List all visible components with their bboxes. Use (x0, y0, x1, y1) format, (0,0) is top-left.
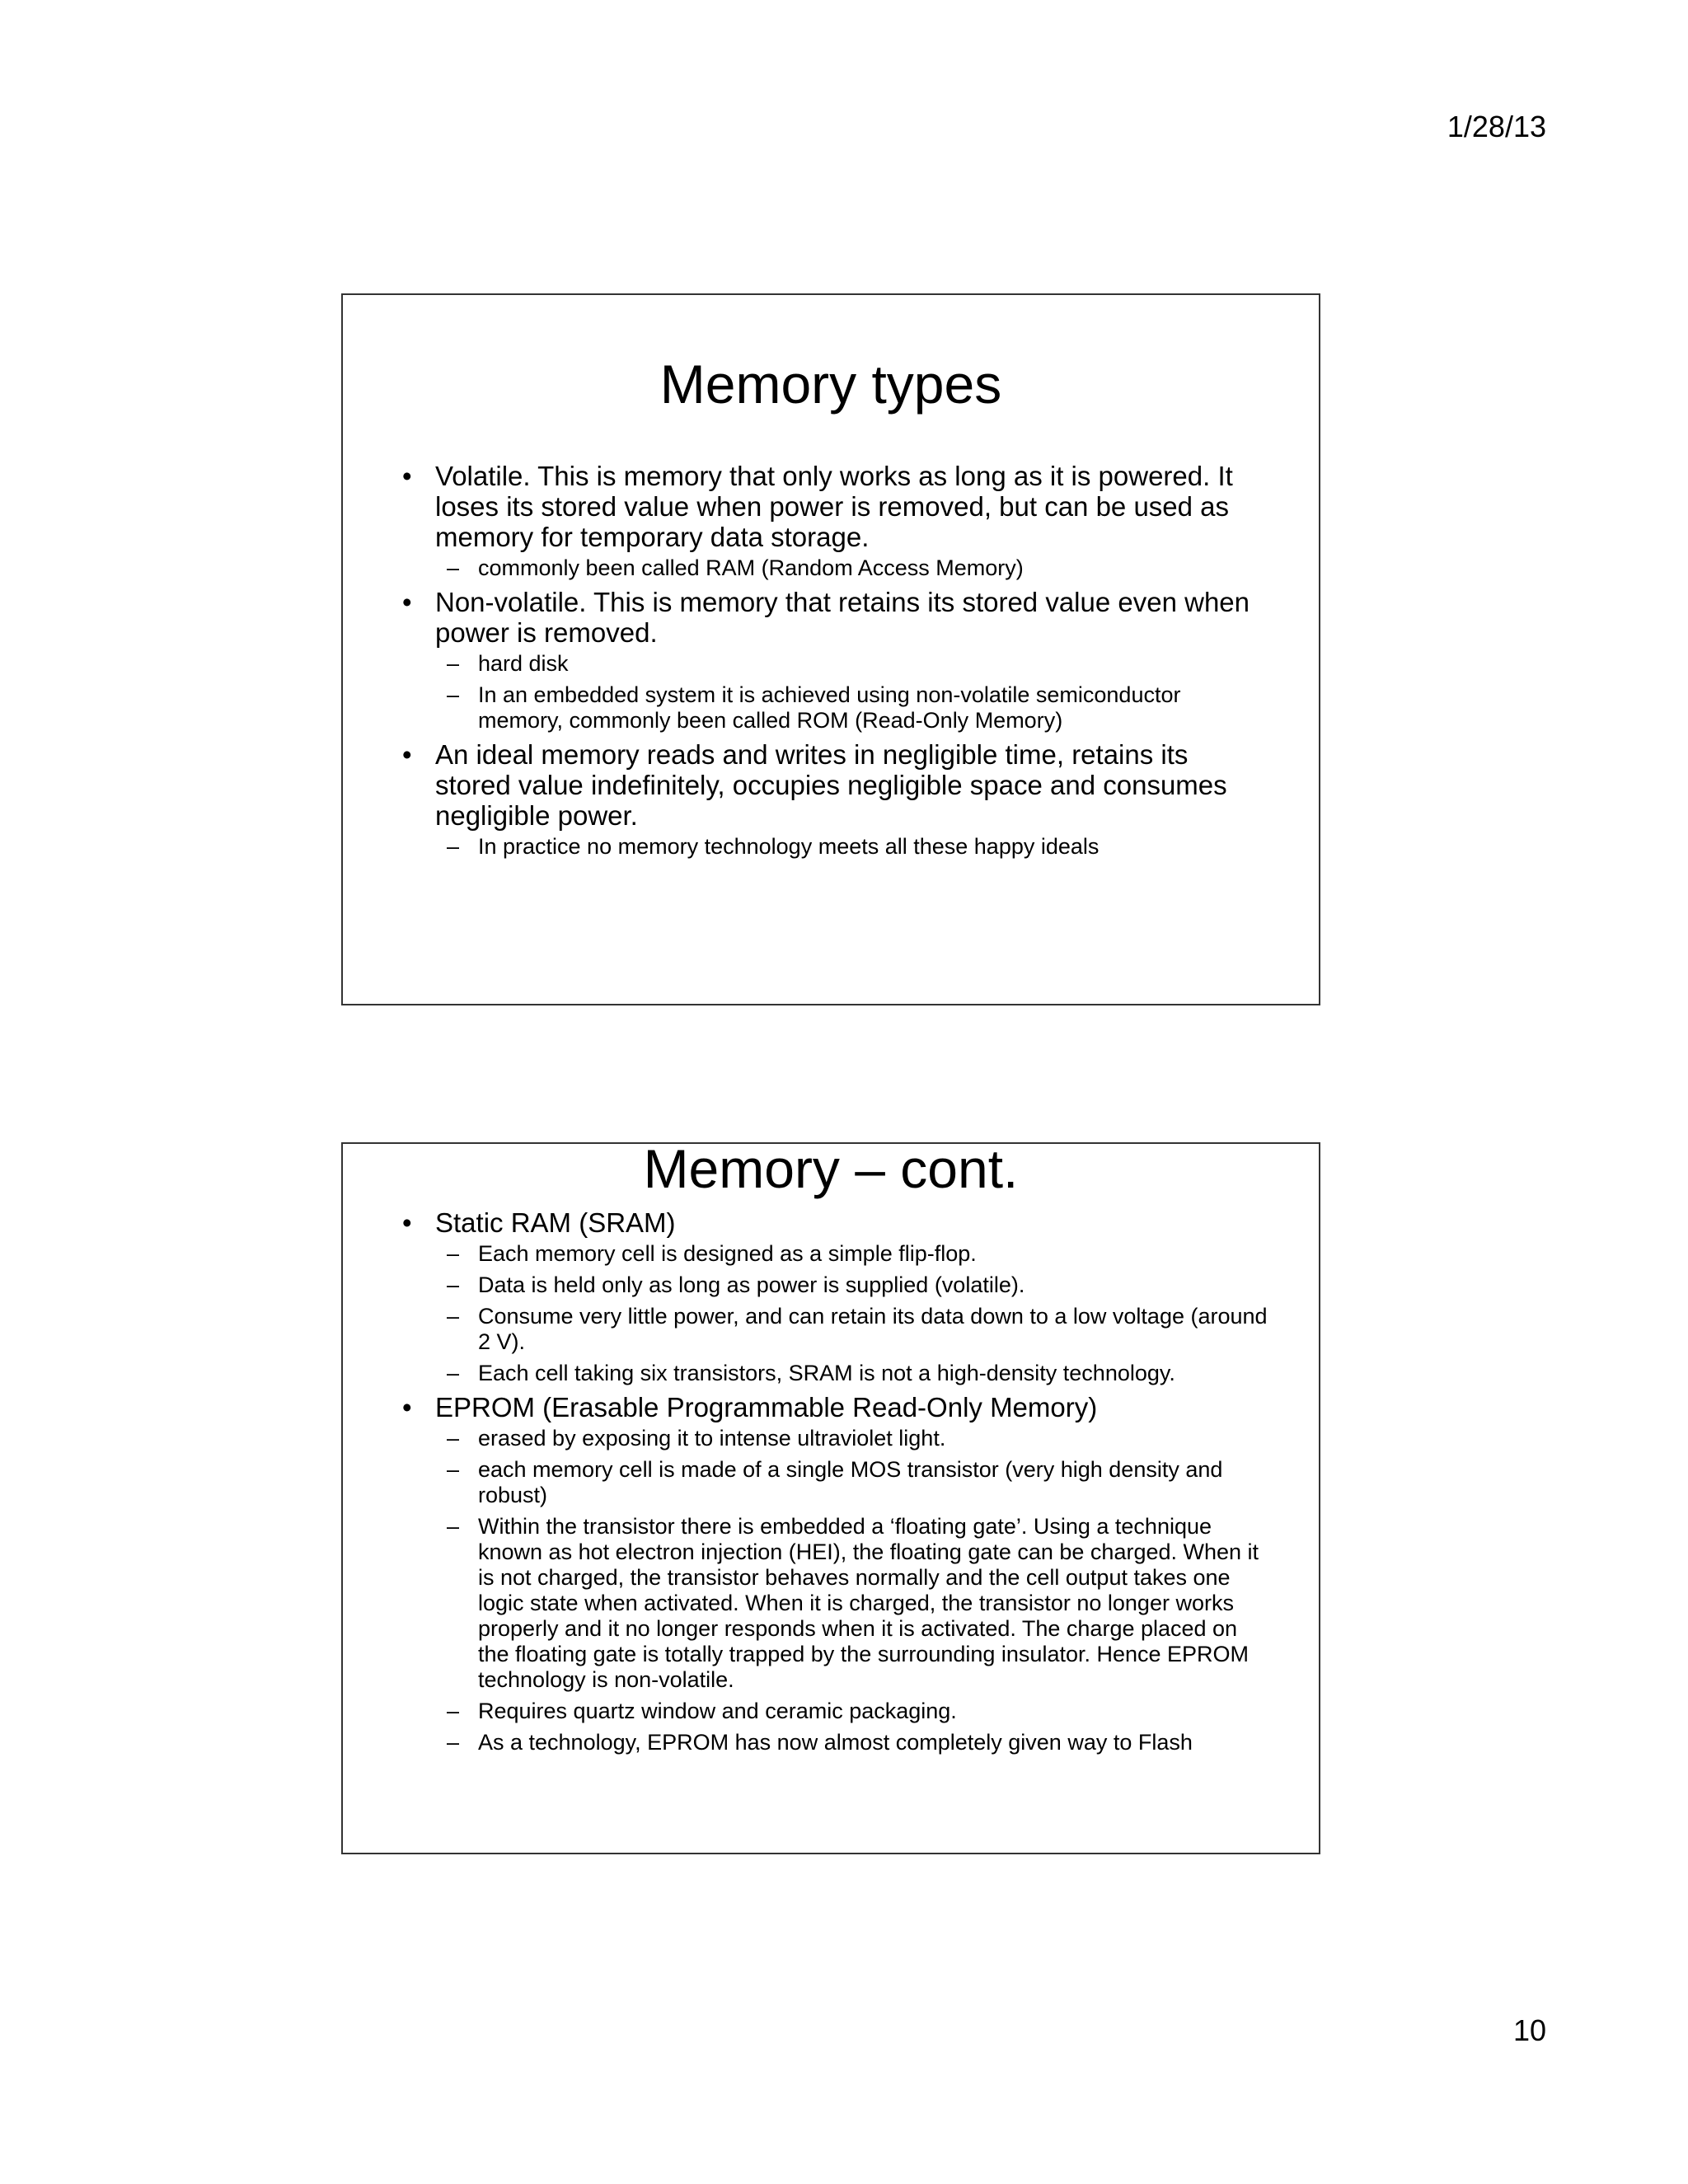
dash-icon: – (447, 1698, 460, 1723)
sub-item (447, 1729, 1269, 1755)
bullet-icon: • (402, 1207, 412, 1238)
sub-item (447, 1240, 1269, 1267)
dash-icon: – (447, 1360, 460, 1385)
dash-icon: – (447, 1272, 460, 1297)
dash-icon: – (447, 1425, 460, 1451)
sub-item (447, 555, 1269, 581)
sub-text: Within the transistor there is embedded a ‘floating gate’. Using a technique known as hot electron injection (HEI), the floating gate can be charged. When it is not charged, the transistor behaves normally and the cell output takes one logic state when activated. When it is charged, the transistor no longer works properly and it no longer responds when it is activated. The charge placed on the floating gate is totally trapped by the surrounding insulator. Hence EPROM technology is non-volatile. (478, 1513, 1259, 1692)
sub-list (435, 651, 1269, 733)
sub-text: In an embedded system it is achieved using non-volatile semiconductor memory, commonly been called ROM (Read-Only Memory) (478, 682, 1181, 733)
bullet-item (402, 1391, 1269, 1755)
bullet-list (343, 1207, 1319, 1755)
dash-icon: – (447, 1513, 460, 1539)
sub-text: each memory cell is made of a single MOS transistor (very high density and robust) (478, 1456, 1223, 1507)
dash-icon: – (447, 650, 460, 676)
sub-item (447, 1456, 1269, 1508)
sub-item (447, 1425, 1269, 1451)
sub-item (447, 1698, 1269, 1724)
bullet-text: Volatile. This is memory that only works as long as it is powered. It loses its stored value when power is removed, but can be used as memory for temporary data storage. (435, 460, 1233, 552)
sub-item (447, 650, 1269, 677)
sub-list (435, 1426, 1269, 1755)
sub-text: commonly been called RAM (Random Access Memory) (478, 555, 1024, 580)
bullet-icon: • (402, 738, 412, 770)
sub-item (447, 682, 1269, 733)
sub-text: Each cell taking six transistors, SRAM is not a high-density technology. (478, 1360, 1175, 1385)
sub-text: In practice no memory technology meets all these happy ideals (478, 833, 1100, 859)
sub-item (447, 1360, 1269, 1386)
sub-text: Data is held only as long as power is supplied (volatile). (478, 1272, 1025, 1297)
bullet-item (402, 586, 1269, 733)
bullet-icon: • (402, 1391, 412, 1422)
sub-text: hard disk (478, 650, 569, 676)
dash-icon: – (447, 1729, 460, 1755)
bullet-item (402, 460, 1269, 581)
dash-icon: – (447, 555, 460, 580)
dash-icon: – (447, 833, 460, 859)
sub-item (447, 1303, 1269, 1355)
sub-list (435, 1241, 1269, 1386)
dash-icon: – (447, 1240, 460, 1266)
sub-item (447, 1272, 1269, 1298)
sub-text: As a technology, EPROM has now almost completely given way to Flash (478, 1729, 1193, 1755)
sub-text: erased by exposing it to intense ultraviolet light. (478, 1425, 946, 1451)
bullet-text: Static RAM (SRAM) (435, 1207, 676, 1238)
bullet-item (402, 1207, 1269, 1386)
sub-item (447, 833, 1269, 860)
sub-text: Requires quartz window and ceramic packaging. (478, 1698, 957, 1723)
bullet-icon: • (402, 460, 412, 491)
slide-memory-cont (341, 1138, 1320, 1854)
bullet-text: Non-volatile. This is memory that retains its stored value even when power is removed. (435, 586, 1250, 648)
slide-title: Memory – cont. (643, 1138, 1019, 1199)
sub-list (435, 555, 1269, 581)
slide-memory-types (341, 293, 1320, 1005)
sub-list (435, 834, 1269, 860)
dash-icon: – (447, 682, 460, 707)
bullet-list (343, 461, 1319, 860)
page-date: 1/28/13 (1447, 110, 1546, 143)
dash-icon: – (447, 1456, 460, 1482)
slide-title: Memory types (659, 354, 1002, 415)
sub-item (447, 1513, 1269, 1693)
bullet-item (402, 738, 1269, 860)
bullet-text: An ideal memory reads and writes in negligible time, retains its stored value indefinitely, occupies negligible space and consumes negligible power. (435, 738, 1227, 831)
sub-text: Consume very little power, and can retain its data down to a low voltage (around 2 V). (478, 1303, 1268, 1354)
bullet-text: EPROM (Erasable Programmable Read-Only Memory) (435, 1391, 1098, 1422)
bullet-icon: • (402, 586, 412, 617)
sub-text: Each memory cell is designed as a simple flip-flop. (478, 1240, 977, 1266)
dash-icon: – (447, 1303, 460, 1329)
page-number: 10 (1512, 2013, 1546, 2047)
